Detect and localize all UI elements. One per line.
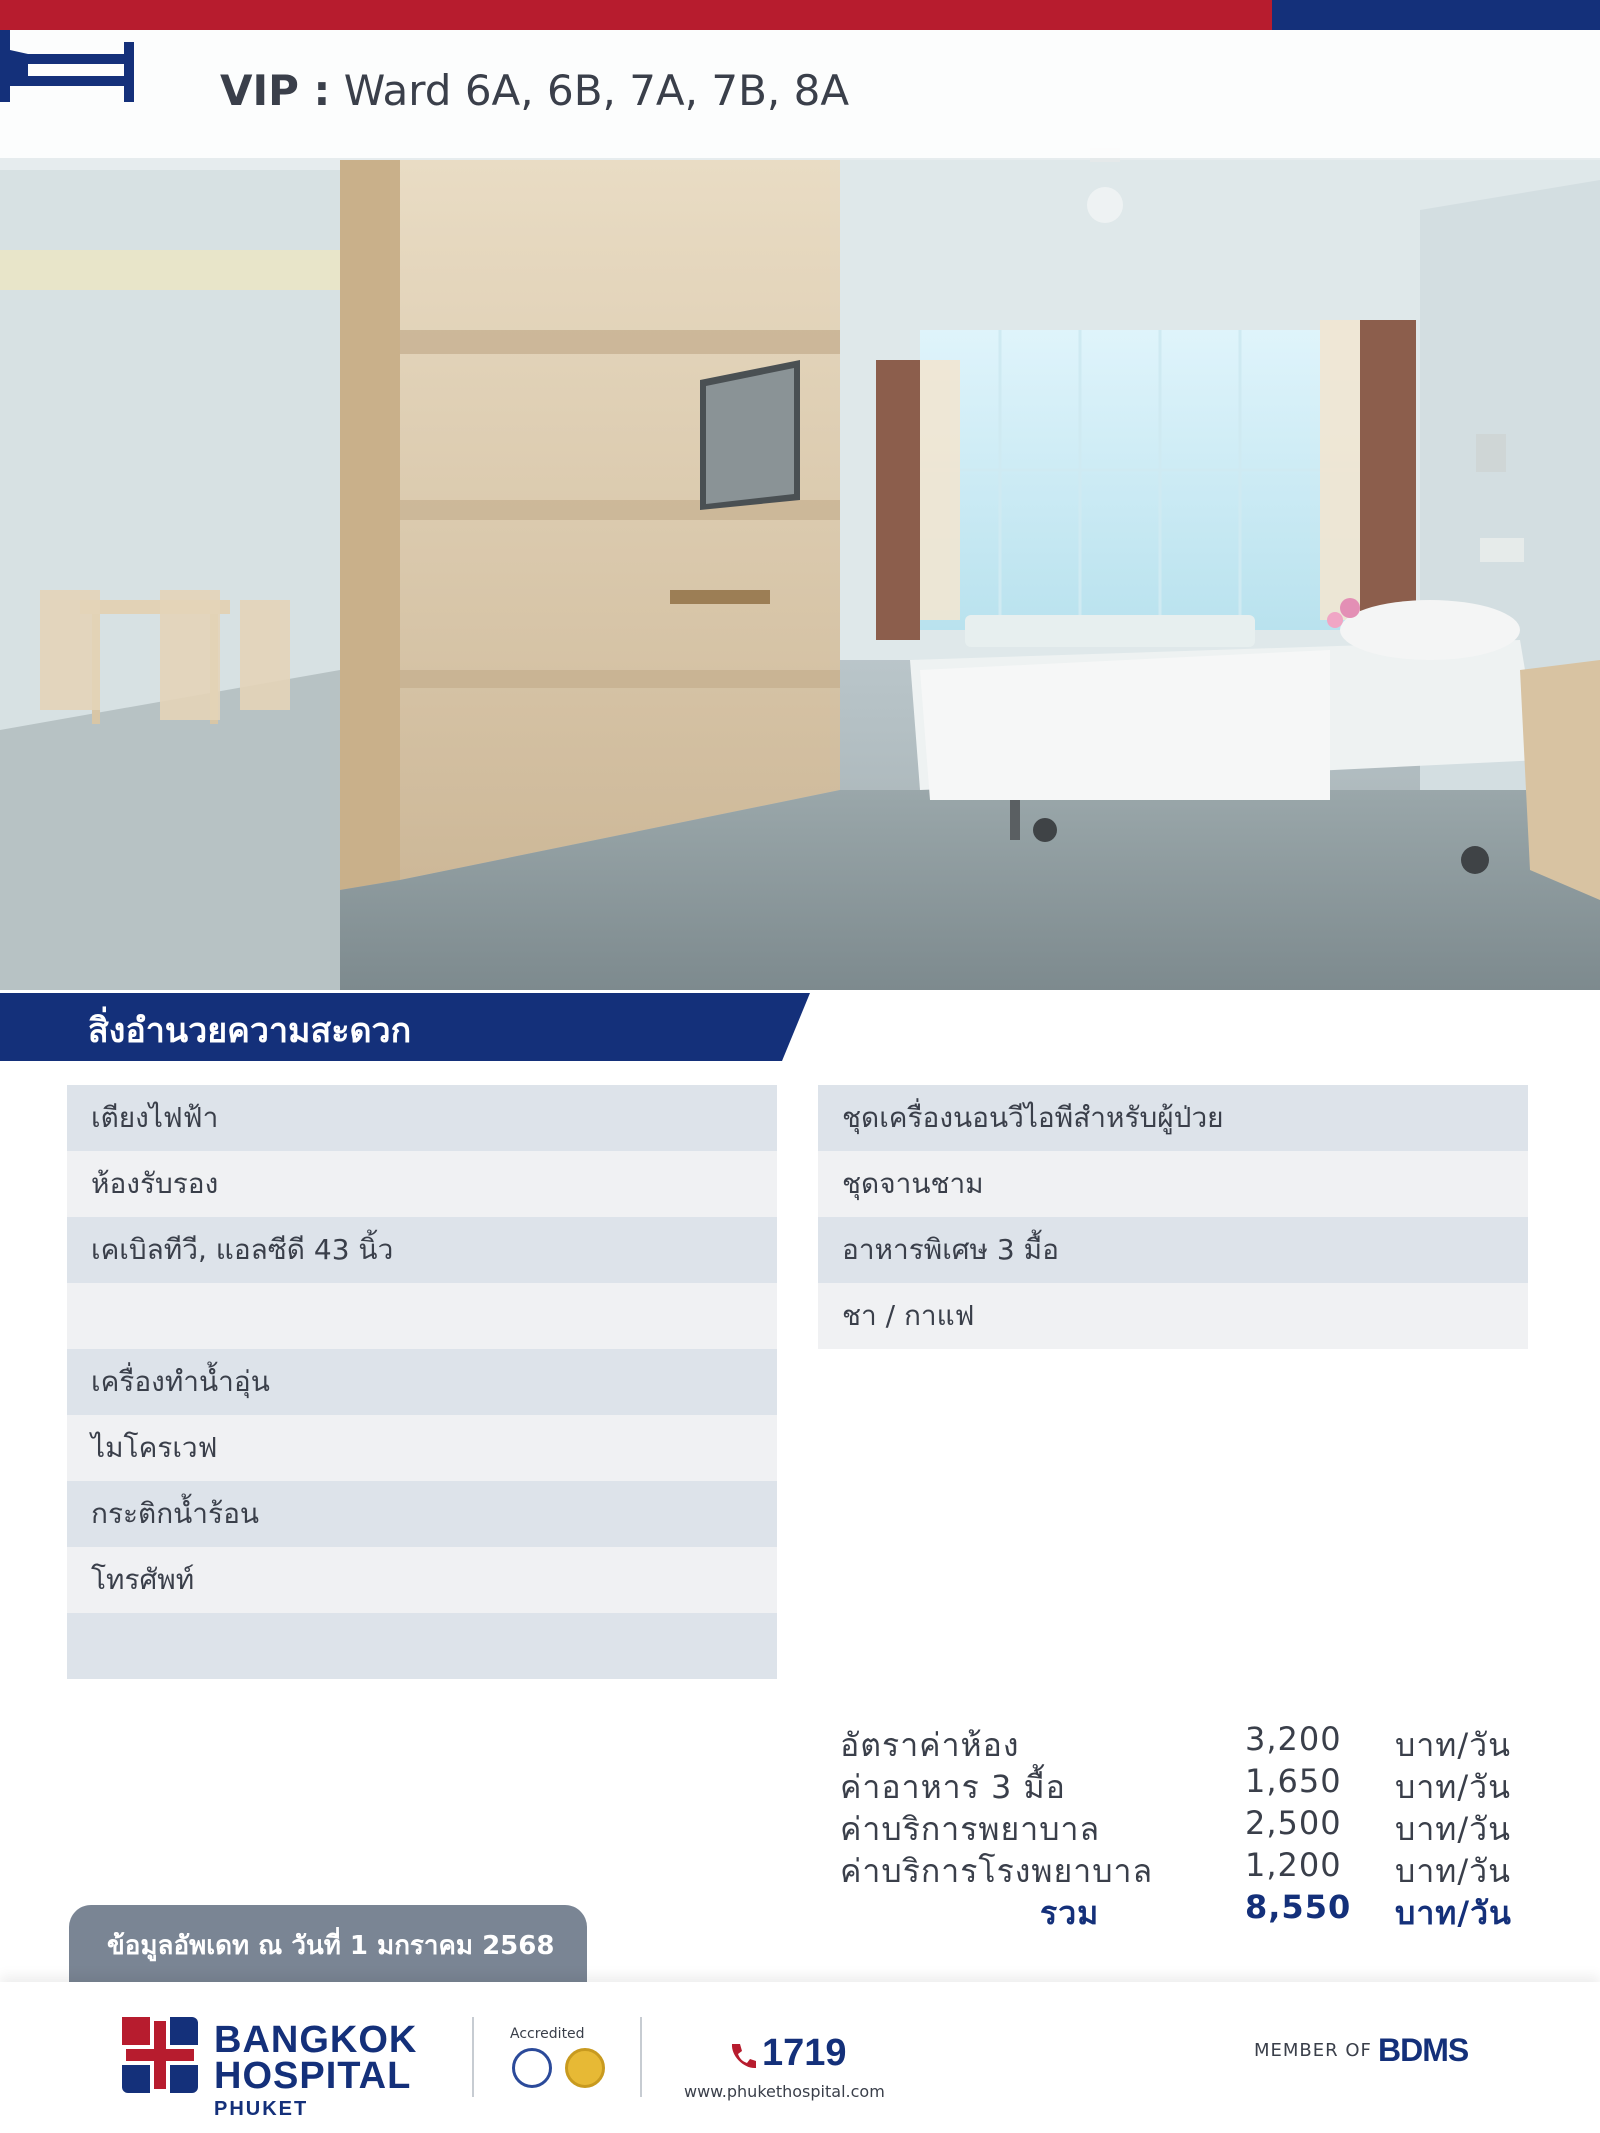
top-bar-navy (1272, 0, 1600, 30)
footer-divider (640, 2017, 642, 2097)
website-link[interactable]: www.phukethospital.com (684, 2082, 885, 2101)
accredited-label: Accredited (510, 2026, 585, 2042)
hotline-number[interactable]: 1719 (762, 2032, 847, 2074)
price-amount: 1,650 (1245, 1762, 1342, 1800)
amenity-row: อาหารพิเศษ 3 มื้อ (818, 1217, 1528, 1283)
price-amount: 1,200 (1245, 1846, 1342, 1884)
ward-list: Ward 6A, 6B, 7A, 7B, 8A (343, 66, 850, 115)
total-amount: 8,550 (1245, 1888, 1352, 1926)
price-row (840, 1762, 1560, 1804)
price-amount: 3,200 (1245, 1720, 1342, 1758)
hospital-name-line1: BANGKOK (214, 2019, 418, 2061)
price-label: ค่าอาหาร 3 มื้อ (840, 1768, 1066, 1806)
member-of-label: MEMBER OF (1254, 2040, 1372, 2061)
hospital-name-line2: HOSPITAL (214, 2055, 412, 2097)
total-unit: บาท/วัน (1395, 1894, 1512, 1932)
page-header (0, 30, 1600, 158)
room-illustration (0, 30, 1600, 990)
update-date-badge (69, 1905, 587, 1983)
price-label: ค่าบริการพยาบาล (840, 1810, 1101, 1848)
price-label: อัตราค่าห้อง (840, 1726, 1020, 1764)
price-table (840, 1720, 1560, 1930)
price-label: ค่าบริการโรงพยาบาล (840, 1852, 1154, 1890)
amenity-row (67, 1283, 777, 1349)
amenity-row: โทรศัพท์ (67, 1547, 777, 1613)
price-row (840, 1720, 1560, 1762)
hospital-name (214, 2019, 418, 2097)
accreditation-seal (512, 2048, 552, 2088)
amenity-row: เคเบิลทีวี, แอลซีดี 43 นิ้ว (67, 1217, 777, 1283)
amenities-right-list (818, 1085, 1528, 1349)
amenities-left-list (67, 1085, 777, 1679)
amenity-row: กระติกน้ำร้อน (67, 1481, 777, 1547)
total-label: รวม (1040, 1894, 1100, 1932)
amenity-row (67, 1613, 777, 1679)
amenity-row: เครื่องทำน้ำอุ่น (67, 1349, 777, 1415)
price-amount: 2,500 (1245, 1804, 1342, 1842)
page-title (220, 66, 849, 115)
amenity-row: ชา / กาแฟ (818, 1283, 1528, 1349)
amenity-row: ชุดเครื่องนอนวีไอพีสำหรับผู้ป่วย (818, 1085, 1528, 1151)
vip-label: VIP : (220, 66, 331, 115)
footer (0, 1982, 1600, 2133)
top-bar-red (0, 0, 1272, 30)
phone-icon (728, 2042, 758, 2072)
price-unit: บาท/วัน (1395, 1810, 1511, 1848)
bdms-logo: BDMS (1378, 2032, 1469, 2068)
price-row (840, 1804, 1560, 1846)
update-date-text: ข้อมูลอัพเดท ณ วันที่ 1 มกราคม 2568 (107, 1931, 555, 1961)
hospital-branch: PHUKET (214, 2098, 309, 2120)
amenity-row: ชุดจานชาม (818, 1151, 1528, 1217)
price-unit: บาท/วัน (1395, 1726, 1511, 1764)
price-row (840, 1846, 1560, 1888)
amenity-row: เตียงไฟฟ้า (67, 1085, 777, 1151)
price-unit: บาท/วัน (1395, 1852, 1511, 1890)
amenity-row: ห้องรับรอง (67, 1151, 777, 1217)
price-unit: บาท/วัน (1395, 1768, 1511, 1806)
hospital-cross-logo (122, 2017, 198, 2093)
price-total-row (840, 1888, 1560, 1930)
room-photo (0, 30, 1600, 990)
amenity-row: ไมโครเวฟ (67, 1415, 777, 1481)
bed-icon (0, 30, 134, 102)
section-title: สิ่งอำนวยความสะดวก (88, 1011, 412, 1051)
footer-divider (472, 2017, 474, 2097)
top-color-bar (0, 0, 1600, 30)
gold-seal (565, 2048, 605, 2088)
